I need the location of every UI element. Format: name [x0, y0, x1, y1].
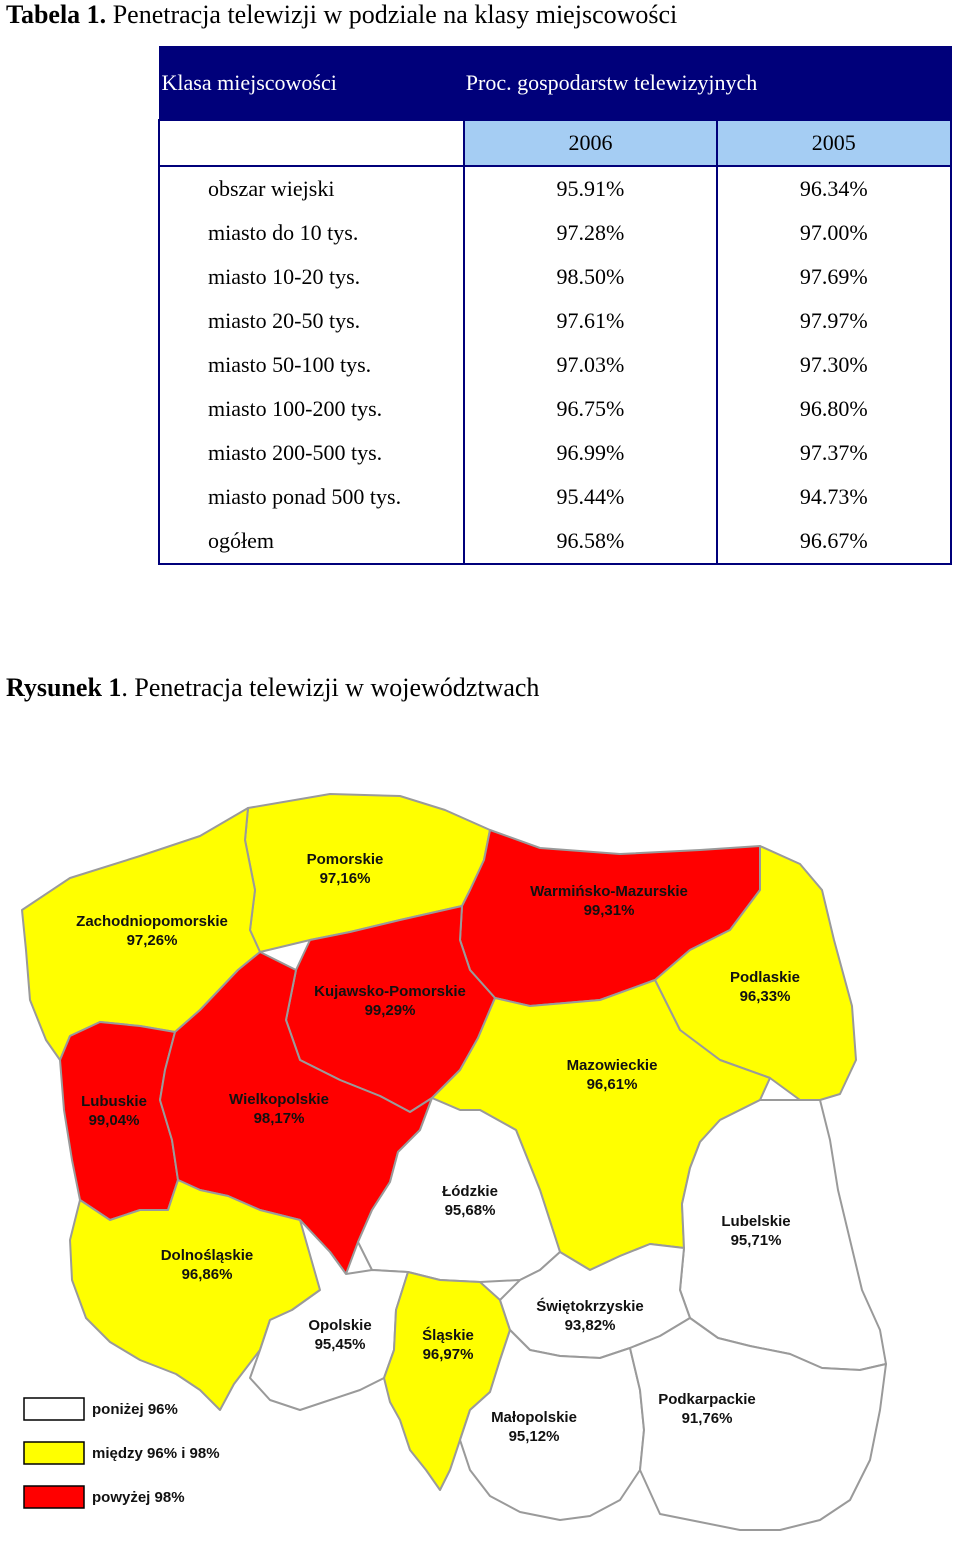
- value-2006: 98.50%: [464, 255, 716, 299]
- value-2005: 97.97%: [717, 299, 951, 343]
- region-name-label: Wielkopolskie: [229, 1091, 329, 1108]
- table-header-row: [159, 47, 951, 121]
- region-name-label: Pomorskie: [306, 851, 384, 868]
- region-name-label: Łódzkie: [442, 1183, 498, 1200]
- value-2006: 96.58%: [464, 519, 716, 564]
- value-2005: 96.80%: [717, 387, 951, 431]
- value-2005: 97.00%: [717, 211, 951, 255]
- value-2006: 97.03%: [464, 343, 716, 387]
- row-label: miasto 100-200 tys.: [159, 387, 464, 431]
- header-locality-class: Klasa miejscowości: [159, 47, 464, 121]
- value-2006: 95.44%: [464, 475, 716, 519]
- value-2006: 96.75%: [464, 387, 716, 431]
- row-label: miasto ponad 500 tys.: [159, 475, 464, 519]
- region-value-label: 95,68%: [444, 1202, 496, 1219]
- region-value-label: 97,26%: [126, 932, 178, 949]
- table-row: [159, 519, 951, 564]
- figure-caption-text: . Penetracja telewizji w województwach: [121, 673, 540, 702]
- table-row: [159, 387, 951, 431]
- figure-caption: [6, 673, 539, 703]
- legend-label: między 96% i 98%: [92, 1445, 220, 1462]
- value-2006: 95.91%: [464, 166, 716, 211]
- table-row: [159, 475, 951, 519]
- tv-penetration-table: [158, 46, 952, 565]
- region-name-label: Dolnośląskie: [160, 1247, 254, 1264]
- region-value-label: 96,97%: [422, 1346, 474, 1363]
- table-row: [159, 211, 951, 255]
- table-caption-prefix: Tabela 1.: [6, 0, 107, 29]
- region-value-label: 97,16%: [319, 870, 371, 887]
- region-value-label: 95,12%: [508, 1428, 560, 1445]
- value-2006: 96.99%: [464, 431, 716, 475]
- years-row: [159, 120, 951, 166]
- region-name-label: Kujawsko-Pomorskie: [314, 983, 466, 1000]
- legend-label: powyżej 98%: [92, 1489, 185, 1506]
- region-name-label: Lubuskie: [81, 1093, 147, 1110]
- value-2005: 96.67%: [717, 519, 951, 564]
- legend-swatch: [24, 1486, 84, 1508]
- value-2005: 97.37%: [717, 431, 951, 475]
- years-blank-cell: [159, 120, 464, 166]
- value-2005: 97.69%: [717, 255, 951, 299]
- map-svg: [0, 770, 960, 1542]
- row-label: ogółem: [159, 519, 464, 564]
- region-name-label: Podlaskie: [729, 969, 801, 986]
- region-name-label: Zachodniopomorskie: [76, 913, 228, 930]
- region-value-label: 98,17%: [253, 1110, 305, 1127]
- value-2005: 97.30%: [717, 343, 951, 387]
- region-name-label: Mazowieckie: [566, 1057, 658, 1074]
- row-label: obszar wiejski: [159, 166, 464, 211]
- region-value-label: 95,45%: [314, 1336, 366, 1353]
- legend-label: poniżej 96%: [92, 1401, 178, 1418]
- table-caption: [6, 0, 677, 30]
- figure-caption-prefix: Rysunek 1: [6, 673, 122, 702]
- value-2005: 96.34%: [717, 166, 951, 211]
- region-name-label: Podkarpackie: [658, 1391, 756, 1408]
- region-name-label: Małopolskie: [491, 1409, 577, 1426]
- year-2005-header: 2005: [717, 120, 951, 166]
- region-name-label: Opolskie: [308, 1317, 372, 1334]
- region-lubelskie: [680, 1100, 886, 1370]
- table-row: [159, 343, 951, 387]
- table-row: [159, 299, 951, 343]
- region-value-label: 91,76%: [681, 1410, 733, 1427]
- row-label: miasto 10-20 tys.: [159, 255, 464, 299]
- value-2006: 97.28%: [464, 211, 716, 255]
- region-name-label: Warmińsko-Mazurskie: [530, 883, 688, 900]
- header-tv-households: Proc. gospodarstw telewizyjnych: [464, 47, 951, 121]
- year-2006-header: 2006: [464, 120, 716, 166]
- region-name-label: Świętokrzyskie: [536, 1298, 644, 1315]
- row-label: miasto do 10 tys.: [159, 211, 464, 255]
- region-value-label: 95,71%: [730, 1232, 782, 1249]
- row-label: miasto 200-500 tys.: [159, 431, 464, 475]
- region-name-label: Śląskie: [422, 1327, 474, 1344]
- table-row: [159, 166, 951, 211]
- value-2006: 97.61%: [464, 299, 716, 343]
- value-2005: 94.73%: [717, 475, 951, 519]
- table-row: [159, 255, 951, 299]
- row-label: miasto 20-50 tys.: [159, 299, 464, 343]
- table-caption-text: Penetracja telewizji w podziale na klasy miejscowości: [106, 0, 678, 29]
- region-value-label: 99,04%: [88, 1112, 140, 1129]
- region-value-label: 96,61%: [586, 1076, 638, 1093]
- region-value-label: 99,29%: [364, 1002, 416, 1019]
- region-name-label: Lubelskie: [721, 1213, 791, 1230]
- voivodeship-map: [0, 770, 960, 1542]
- legend-swatch: [24, 1442, 84, 1464]
- region-value-label: 96,33%: [739, 988, 791, 1005]
- region-value-label: 96,86%: [181, 1266, 233, 1283]
- row-label: miasto 50-100 tys.: [159, 343, 464, 387]
- legend-swatch: [24, 1398, 84, 1420]
- table-row: [159, 431, 951, 475]
- region-value-label: 99,31%: [583, 902, 635, 919]
- region-value-label: 93,82%: [564, 1317, 616, 1334]
